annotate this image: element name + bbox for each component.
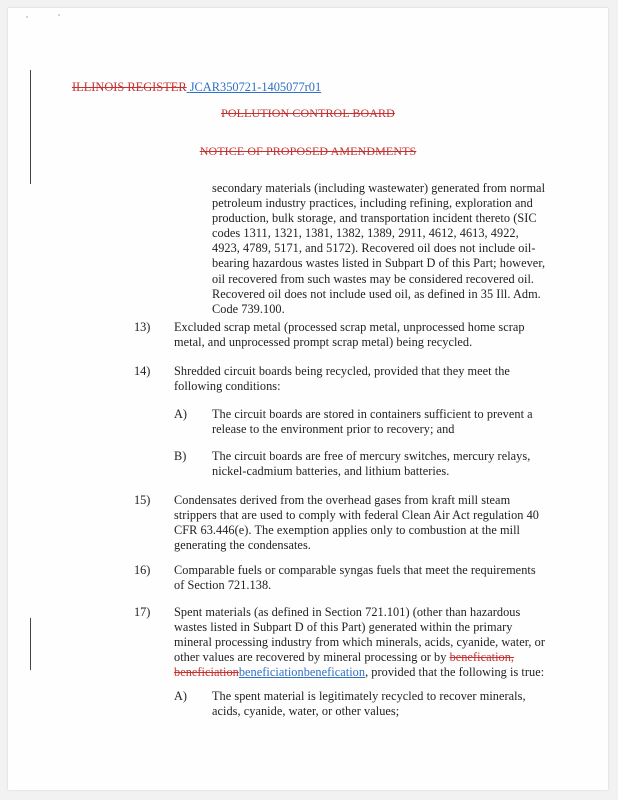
- item-number-15: 15): [134, 493, 151, 507]
- item-text-16: Comparable fuels or comparable syngas fuels that meet the requirements of Section 721.138.: [174, 563, 536, 593]
- item-17-text-after: , provided that the following is true:: [365, 665, 545, 680]
- item-14-sub-a-text: The circuit boards are stored in containers sufficient to prevent a release to the environment prior to recovery; and: [212, 407, 533, 437]
- item-14-sub-b-text: The circuit boards are free of mercury switches, mercury relays, nickel-cadmium batteries, and lithium batteries.: [212, 449, 531, 479]
- change-bar: [30, 618, 31, 670]
- inserted-text-beneficiation: beneficiation: [238, 665, 304, 680]
- item-text-15: Condensates derived from the overhead gases from kraft mill steam strippers that are used to comply with federal Clean Air Act regulation 40 CFR 63.446(e). The exemption applies only to combustion at the mill generating the condensates.: [174, 493, 539, 553]
- item-text-13: Excluded scrap metal (processed scrap metal, unprocessed home scrap metal, and unprocessed prompt scrap metal) being recycled.: [174, 320, 525, 350]
- item-number-17: 17): [134, 605, 151, 619]
- scan-artifact: [58, 14, 60, 16]
- notice-heading: NOTICE OF PROPOSED AMENDMENTS: [199, 144, 417, 158]
- scan-artifact: [26, 16, 28, 18]
- item-17-text-before: Spent materials (as defined in Section 721.101) (other than hazardous wastes listed in Subpart D of this Part) generated within the primary mineral processing industry from which minerals, acids, cyanide, water, or other values are recovered by mineral processing or by: [174, 605, 545, 665]
- item-text-14: Shredded circuit boards being recycled, provided that they meet the following conditions:: [174, 364, 510, 394]
- document-id: JCAR350721-1405077r01: [189, 80, 322, 94]
- item-number-16: 16): [134, 563, 151, 577]
- item-number-14: 14): [134, 364, 151, 378]
- item-text-17: [174, 605, 548, 680]
- item-14-sub-a-label: A): [174, 407, 187, 421]
- item-17-sub-a-text: The spent material is legitimately recycled to recover minerals, acids, cyanide, water, or other values;: [212, 689, 526, 719]
- continuation-paragraph: secondary materials (including wastewater) generated from normal petroleum industry practices, including refining, exploration and production, bulk storage, and transportation incident thereto (SIC codes 1311, 1321, 1381, 1382, 1389, 2911, 4612, 4613, 4922, 4923, 4789, 5171, and 5172). Recovered oil does not include oil-bearing hazardous wastes listed in Subpart D of this Part; however, oil recovered from such wastes may be considered recovered oil. Recovered oil does not include used oil, as defined in 35 Ill. Adm. Code 739.100.: [212, 181, 546, 316]
- deleted-text-benefication: benefication,: [449, 650, 515, 665]
- item-17-sub-a-label: A): [174, 689, 187, 703]
- register-header: [72, 80, 321, 95]
- document-page: [8, 8, 608, 790]
- item-14-sub-b-label: B): [174, 449, 187, 463]
- board-heading: POLLUTION CONTROL BOARD: [221, 106, 395, 120]
- item-number-13: 13): [134, 320, 151, 334]
- deleted-text-beneficiation: beneficiation: [174, 665, 239, 680]
- inserted-text-benefication: benefication: [303, 665, 366, 680]
- change-bar: [30, 70, 31, 184]
- register-label: ILLINOIS REGISTER: [72, 80, 187, 94]
